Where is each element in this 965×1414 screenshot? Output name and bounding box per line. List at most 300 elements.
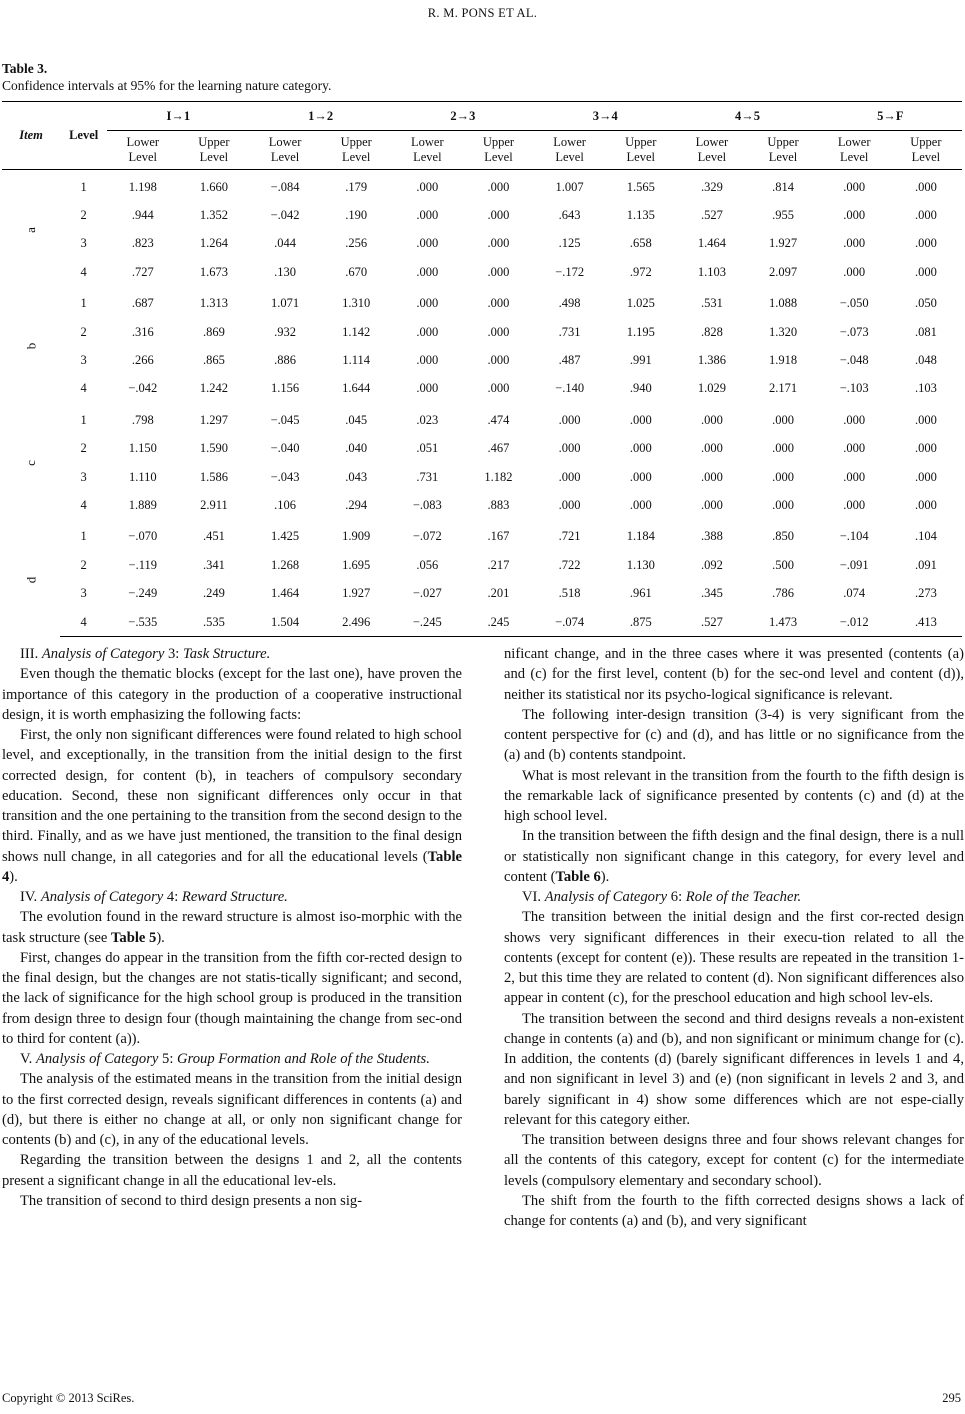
upper-value-cell: .000 [629, 497, 652, 512]
header-word: Level [555, 150, 584, 164]
upper-value-cell: .000 [487, 381, 510, 396]
upper-value-cell: 1.182 [484, 469, 513, 484]
lower-value-cell: 1.156 [270, 381, 300, 396]
upper-value-cell: .000 [914, 236, 937, 251]
table-row [2, 201, 962, 229]
text-run: 6: [667, 889, 686, 905]
level-cell: 4 [80, 497, 87, 512]
upper-value-cell: .535 [178, 608, 249, 637]
transition-header: 5→F [819, 102, 962, 131]
level-cell: 3 [80, 353, 87, 368]
item-cell [2, 403, 60, 520]
upper-value-cell: .955 [772, 208, 794, 223]
table-row [2, 318, 962, 346]
lower-value-cell: .727 [131, 264, 154, 279]
lower-value-cell: 1.425 [270, 529, 300, 544]
lower-value-cell: .000 [558, 497, 581, 512]
lower-value-cell: .000 [700, 441, 723, 456]
upper-value-cell: 1.025 [626, 296, 655, 311]
upper-value-cell: .869 [202, 324, 225, 339]
upper-value-cell: .081 [914, 324, 937, 339]
text-run: The analysis of the estimated means in the transition from the initial design to the first corrected design, reveals significant differences in contents (a) and (d), but there is either no change at all, or only non significant change for contents (b) and (c), in any of the educational levels. [2, 1071, 462, 1148]
paragraph [504, 826, 964, 887]
upper-value-cell: 1.142 [342, 324, 371, 339]
lower-value-cell: −.045 [270, 412, 300, 427]
transition-header: 1→2 [249, 102, 391, 131]
table-row [2, 346, 962, 374]
upper-value-cell: 1.695 [342, 557, 371, 572]
upper-value-cell: .040 [345, 441, 368, 456]
upper-level-header [321, 131, 392, 170]
text-run: ). [600, 868, 610, 885]
header-word: Lower [695, 135, 729, 149]
header-word: Level [484, 150, 513, 164]
upper-value-cell: .000 [914, 208, 937, 223]
upper-value-cell: 1.644 [342, 381, 371, 396]
upper-value-cell: 1.352 [199, 208, 228, 223]
header-word: Level [626, 150, 655, 164]
lower-value-cell: −.042 [270, 208, 300, 223]
upper-value-cell: .000 [772, 469, 794, 484]
lower-value-cell: .498 [558, 296, 581, 311]
table-caption [2, 60, 331, 94]
level-cell: 2 [80, 441, 87, 456]
text-run: ). [9, 868, 18, 885]
lower-value-cell: .944 [131, 208, 154, 223]
lower-value-cell: 1.504 [249, 608, 320, 637]
upper-value-cell: .000 [487, 296, 510, 311]
upper-value-cell: .972 [629, 264, 652, 279]
lower-value-cell: .828 [700, 324, 723, 339]
level-cell: 1 [80, 296, 87, 311]
upper-value-cell: 2.911 [200, 497, 228, 512]
lower-value-cell: 1.464 [697, 236, 726, 251]
text-run: Analysis of Category [544, 889, 668, 905]
upper-value-cell: .000 [772, 441, 794, 456]
lower-value-cell: .266 [131, 353, 154, 368]
text-run: VI. [522, 889, 545, 905]
paragraph [2, 907, 462, 948]
item-cell [2, 170, 60, 287]
upper-value-cell: .048 [914, 353, 937, 368]
upper-value-cell: 1.242 [199, 381, 228, 396]
text-run: The transition between designs three and four shows relevant changes for all the contents of this category, except for content (c) for the intermediate levels (compulsory elementary and secondary school). [504, 1132, 964, 1189]
lower-value-cell: .731 [416, 469, 439, 484]
upper-value-cell: 1.565 [626, 179, 655, 194]
item-label: a [23, 226, 39, 233]
level-cell: 2 [80, 557, 87, 572]
upper-value-cell: .940 [629, 381, 652, 396]
upper-value-cell: .091 [914, 557, 937, 572]
lower-value-cell: .023 [416, 412, 439, 427]
level-cell: 3 [80, 236, 87, 251]
upper-value-cell: .000 [914, 497, 937, 512]
upper-value-cell: 2.496 [321, 608, 392, 637]
lower-value-cell: .000 [843, 236, 866, 251]
lower-value-cell: 1.029 [697, 381, 726, 396]
header-word: Lower [837, 135, 871, 149]
header-word: Lower [268, 135, 302, 149]
lower-value-cell: −.083 [412, 497, 442, 512]
text-run: In the transition between the fifth design and the final design, there is a null or statistically non significant change in this category, for every level and content ( [504, 828, 964, 885]
text-run: nificant change, and in the three cases where it was presented (contents (a) and (c) for the first level, content (b) for the sec-ond level and content (d)), neither its statistical nor its psycho-logical significance is relevant. [504, 646, 964, 703]
lower-value-cell: .687 [131, 296, 154, 311]
text-run: The transition of second to third design presents a non sig- [20, 1192, 363, 1209]
upper-value-cell: .000 [772, 412, 794, 427]
lower-value-cell: .722 [558, 557, 581, 572]
upper-value-cell: 1.264 [199, 236, 228, 251]
upper-value-cell: .500 [772, 557, 794, 572]
lower-value-cell: .000 [700, 497, 723, 512]
lower-value-cell: .106 [274, 497, 296, 512]
table-row [2, 551, 962, 579]
paragraph [2, 948, 462, 1049]
level-cell: 4 [60, 608, 107, 637]
paragraph [2, 664, 462, 725]
upper-value-cell: 1.088 [768, 296, 798, 311]
lower-value-cell: −.070 [128, 529, 158, 544]
paragraph [2, 1069, 462, 1150]
text-run: Analysis of Category [41, 646, 165, 662]
text-run: Analysis of Category [40, 889, 164, 905]
upper-value-cell: 1.586 [199, 469, 228, 484]
lower-value-cell: .721 [558, 529, 581, 544]
lower-value-cell: −.535 [107, 608, 178, 637]
table-row [2, 258, 962, 286]
upper-value-cell: 1.184 [626, 529, 655, 544]
lower-value-cell: .000 [700, 469, 723, 484]
lower-value-cell: .000 [843, 412, 866, 427]
lower-value-cell: .000 [416, 324, 439, 339]
lower-level-header [392, 131, 463, 170]
upper-value-cell: .000 [487, 324, 510, 339]
header-word: Upper [625, 135, 657, 149]
upper-value-cell: 1.660 [199, 179, 228, 194]
table-reference: Table 4 [2, 848, 462, 885]
upper-value-cell: .000 [487, 208, 510, 223]
header-level: Level [60, 102, 107, 170]
lower-value-cell: −.072 [412, 529, 442, 544]
text-run: First, changes do appear in the transition from the fifth cor-rected design to the final design, but the changes are not statis-tically significant; and second, the lack of significance for the high school group is produced in the transition from design three to design four (though maintaining the change from sec-ond to third for content (a)). [2, 949, 462, 1047]
header-word: Level [911, 150, 941, 164]
lower-value-cell: .731 [558, 324, 581, 339]
table-row [2, 170, 962, 202]
lower-value-cell: .000 [416, 236, 439, 251]
transition-header: 3→4 [534, 102, 676, 131]
item-label: d [23, 576, 39, 583]
text-run: 5: [158, 1051, 178, 1067]
lower-value-cell: −.074 [534, 608, 605, 637]
level-cell: 4 [80, 264, 87, 279]
upper-value-cell: .000 [914, 469, 937, 484]
lower-value-cell: .000 [416, 381, 439, 396]
header-word: Level [839, 150, 869, 164]
lower-value-cell: .518 [558, 586, 581, 601]
confidence-intervals-table [2, 101, 962, 637]
upper-value-cell: .850 [772, 529, 794, 544]
item-label: c [23, 460, 39, 466]
header-word: Lower [411, 135, 444, 149]
lower-value-cell: −.104 [839, 529, 869, 544]
upper-level-header [178, 131, 249, 170]
upper-value-cell: .961 [629, 586, 652, 601]
upper-value-cell: .249 [202, 586, 225, 601]
lower-value-cell: .798 [131, 412, 154, 427]
lower-value-cell: .130 [274, 264, 296, 279]
lower-value-cell: −.245 [392, 608, 463, 637]
text-run: The shift from the fourth to the fifth corrected designs shows a lack of change for contents (a) and (b), and very significant [504, 1192, 964, 1229]
header-word: Level [341, 150, 371, 164]
upper-value-cell: .875 [605, 608, 676, 637]
upper-value-cell: .883 [487, 497, 510, 512]
header-word: Lower [553, 135, 586, 149]
upper-value-cell: 1.297 [199, 412, 228, 427]
upper-value-cell: 1.473 [747, 608, 818, 637]
table-row [2, 435, 962, 463]
lower-value-cell: −.043 [270, 469, 300, 484]
upper-value-cell: .000 [914, 441, 937, 456]
lower-value-cell: 1.198 [128, 179, 157, 194]
upper-level-header [463, 131, 534, 170]
upper-value-cell: .179 [345, 179, 368, 194]
upper-value-cell: .451 [202, 529, 225, 544]
table-row [2, 491, 962, 519]
paragraph [504, 644, 964, 705]
lower-value-cell: 1.103 [697, 264, 726, 279]
lower-value-cell: .051 [416, 441, 439, 456]
upper-value-cell: .000 [914, 179, 937, 194]
level-cell: 3 [80, 586, 87, 601]
upper-value-cell: .050 [914, 296, 937, 311]
upper-value-cell: .104 [914, 529, 937, 544]
lower-value-cell: .000 [843, 441, 866, 456]
transition-header: I→1 [107, 102, 249, 131]
lower-value-cell: 1.464 [270, 586, 300, 601]
text-run: Even though the thematic blocks (except for the last one), have proven the importance of this category in the production of a cooperative instructional design, it is worth emphasizing the following facts: [2, 666, 462, 723]
header-word: Upper [910, 135, 942, 149]
upper-level-header [605, 131, 676, 170]
item-label: b [23, 343, 39, 350]
lower-value-cell: −.027 [412, 586, 442, 601]
lower-value-cell: .531 [700, 296, 723, 311]
lower-value-cell: .125 [558, 236, 581, 251]
item-cell [2, 287, 60, 404]
upper-level-header [747, 131, 818, 170]
upper-value-cell: .341 [202, 557, 225, 572]
lower-level-header [534, 131, 605, 170]
lower-value-cell: .044 [274, 236, 296, 251]
text-run: First, the only non significant differences were found related to high school level, and exceptionally, in the transition from the initial design to the first corrected design, for content (b), in teachers of compulsory secondary education. Second, these non significant differences only occur in that transition and the one pertaining to the transition from the second design to the third. Finally, and as we have just mentioned, the transition to the final design shows null change, in all categories and for all the educational levels ( [2, 727, 463, 865]
upper-value-cell: .413 [890, 608, 962, 637]
paragraph [504, 766, 964, 827]
upper-value-cell: .814 [772, 179, 794, 194]
lower-value-cell: .000 [558, 469, 581, 484]
table-label: Table 3. [2, 61, 48, 76]
lower-value-cell: 1.150 [128, 441, 157, 456]
upper-value-cell: .000 [487, 179, 510, 194]
lower-value-cell: .527 [700, 208, 723, 223]
upper-value-cell: .190 [345, 208, 368, 223]
header-word: Upper [198, 135, 230, 149]
lower-value-cell: −.249 [128, 586, 158, 601]
upper-value-cell: 1.130 [626, 557, 655, 572]
lower-value-cell: .000 [558, 441, 581, 456]
lower-value-cell: .092 [700, 557, 723, 572]
lower-value-cell: .388 [700, 529, 723, 544]
upper-value-cell: .043 [345, 469, 368, 484]
header-word: Level [697, 150, 727, 164]
text-run: Regarding the transition between the designs 1 and 2, all the contents present a significant change in all the educational lev-els. [2, 1152, 462, 1189]
upper-value-cell: .294 [345, 497, 368, 512]
transition-header: 4→5 [676, 102, 818, 131]
text-run: The transition between the second and third designs reveals a non-existent change in contents (a) and (b), and non significant or minimum change for (c). In addition, the contents (d) (barely significant differences in levels 1 and 4, and non significant in level 3) and (e) (non significant in levels 2 and 3, and barely significant in 4) show some differences which are not espe-cially relevant for this category either. [504, 1010, 964, 1128]
lower-value-cell: .823 [131, 236, 154, 251]
lower-value-cell: −.140 [555, 381, 585, 396]
upper-value-cell: 1.320 [768, 324, 798, 339]
paragraph [504, 907, 964, 1008]
table-row [2, 230, 962, 258]
paragraph [504, 1130, 964, 1191]
upper-value-cell: .670 [345, 264, 368, 279]
lower-value-cell: 1.268 [270, 557, 300, 572]
copyright: Copyright © 2013 SciRes. [2, 1391, 135, 1405]
upper-value-cell: 2.097 [768, 264, 798, 279]
upper-value-cell: 1.927 [768, 236, 798, 251]
transition-header: 2→3 [392, 102, 534, 131]
upper-value-cell: .000 [629, 412, 652, 427]
lower-value-cell: −.084 [270, 179, 300, 194]
table-reference: Table 6 [555, 868, 601, 885]
lower-value-cell: −.042 [128, 381, 158, 396]
upper-value-cell: .658 [629, 236, 652, 251]
upper-value-cell: 1.673 [199, 264, 228, 279]
upper-value-cell: 1.927 [342, 586, 371, 601]
level-cell: 2 [80, 324, 87, 339]
upper-value-cell: .103 [914, 381, 937, 396]
text-run: Group Formation and Role of the Students. [177, 1051, 430, 1067]
lower-level-header [819, 131, 890, 170]
text-run: 4: [163, 889, 182, 905]
lower-value-cell: .000 [843, 208, 866, 223]
header-word: Level [270, 150, 300, 164]
upper-value-cell: 1.310 [342, 296, 371, 311]
upper-value-cell: .000 [629, 469, 652, 484]
lower-value-cell: −.040 [270, 441, 300, 456]
header-word: Level [199, 150, 229, 164]
upper-value-cell: 1.195 [626, 324, 655, 339]
upper-value-cell: .991 [629, 353, 652, 368]
upper-value-cell: .245 [463, 608, 534, 637]
section-subheading [2, 1049, 462, 1069]
level-cell: 1 [80, 529, 87, 544]
header-word: Upper [767, 135, 799, 149]
lower-value-cell: .000 [843, 179, 866, 194]
upper-value-cell: .000 [487, 353, 510, 368]
text-run: Task Structure. [182, 646, 271, 662]
paragraph [2, 725, 462, 887]
upper-value-cell: .000 [914, 264, 937, 279]
upper-value-cell: .000 [487, 236, 510, 251]
lower-value-cell: −.119 [128, 557, 157, 572]
lower-value-cell: .000 [416, 296, 439, 311]
lower-value-cell: .056 [416, 557, 439, 572]
lower-value-cell: −.050 [839, 296, 869, 311]
text-run: The following inter-design transition (3-4) is very significant from the content perspective for (c) and (d), and has little or no significance from the (a) and (b) contents standpoint. [504, 706, 964, 764]
paragraph [2, 1191, 462, 1211]
section-subheading [2, 887, 462, 907]
header-word: Upper [482, 135, 515, 149]
paragraph [504, 1191, 964, 1232]
lower-level-header [249, 131, 320, 170]
upper-level-header [890, 131, 962, 170]
upper-value-cell: 1.590 [199, 441, 228, 456]
right-column [504, 644, 964, 1231]
text-run: 3: [164, 646, 183, 662]
lower-value-cell: −.172 [555, 264, 585, 279]
table-row [2, 463, 962, 491]
lower-value-cell: 1.386 [697, 353, 726, 368]
table-row [2, 403, 962, 434]
lower-value-cell: .000 [416, 264, 439, 279]
item-cell [2, 520, 60, 637]
table-row [2, 520, 962, 551]
lower-value-cell: .886 [274, 353, 296, 368]
upper-value-cell: .786 [772, 586, 794, 601]
page-number: 295 [942, 1391, 961, 1405]
upper-value-cell: .000 [629, 441, 652, 456]
lower-value-cell: .000 [843, 497, 866, 512]
lower-value-cell: .643 [558, 208, 581, 223]
header-item: Item [2, 102, 60, 170]
lower-value-cell: .000 [843, 469, 866, 484]
upper-value-cell: .000 [914, 412, 937, 427]
table-row [2, 287, 962, 318]
lower-value-cell: .527 [676, 608, 747, 637]
lower-value-cell: .000 [416, 179, 439, 194]
lower-value-cell: 1.071 [270, 296, 300, 311]
text-run: The evolution found in the reward structure is almost iso-morphic with the task structure (see [2, 909, 462, 946]
level-cell: 1 [80, 179, 87, 194]
table-row [2, 608, 962, 637]
text-run: What is most relevant in the transition from the fourth to the fifth design is the remarkable lack of significance presented by contents (c) and (d) at the high school level. [504, 767, 964, 824]
text-run: The transition between the initial design and the first cor-rected design shows very significant differences in their execu-tion related to all the contents (except for content (e)). These results are repeated in the transition 1-2, but this time they are related to content (d). Non significant differences also appear in content (c), for the preschool education and high school lev-els. [504, 909, 964, 1007]
upper-value-cell: 1.313 [199, 296, 228, 311]
lower-value-cell: −.012 [819, 608, 890, 637]
text-run: ). [156, 929, 165, 946]
table-reference: Table 5 [111, 929, 157, 946]
lower-value-cell: −.103 [839, 381, 869, 396]
lower-value-cell: .000 [416, 353, 439, 368]
lower-value-cell: 1.007 [555, 179, 584, 194]
upper-value-cell: .000 [772, 497, 794, 512]
upper-value-cell: .217 [487, 557, 510, 572]
paragraph [504, 705, 964, 766]
lower-value-cell: .000 [700, 412, 723, 427]
lower-value-cell: .000 [843, 264, 866, 279]
running-header: R. M. PONS ET AL. [427, 6, 538, 20]
upper-value-cell: 1.918 [768, 353, 798, 368]
upper-value-cell: 1.909 [342, 529, 371, 544]
lower-value-cell: .000 [416, 208, 439, 223]
level-cell: 4 [80, 381, 87, 396]
lower-value-cell: .316 [131, 324, 154, 339]
upper-value-cell: .201 [487, 586, 510, 601]
lower-value-cell: .345 [700, 586, 723, 601]
text-run: Reward Structure. [181, 889, 288, 905]
lower-value-cell: 1.110 [128, 469, 157, 484]
level-cell: 1 [80, 412, 87, 427]
upper-value-cell: 1.135 [626, 208, 655, 223]
